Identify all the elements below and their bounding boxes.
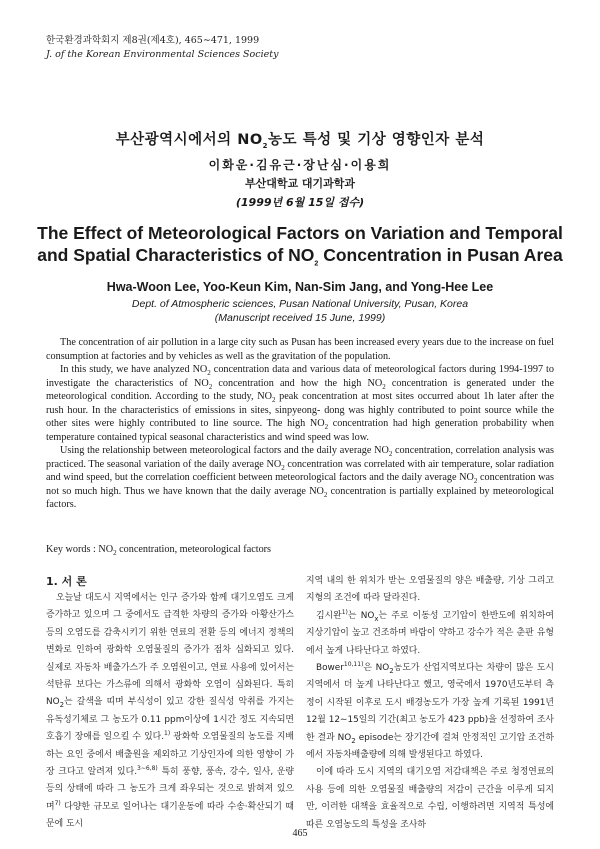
- abstract-paragraph-3: Using the relationship between meteorological factors and the daily average $NO_2$ concentration, correlation analysis was practiced. The seasonal variation of the daily average $NO_2$ concentration was correlated with air temperature, solar radiation and wind speed, but the correlation coefficient between meteorological factors and the daily average $NO_2$ concentration was not so much high. Thus we have known that the daily average $NO_2$ concentration is partially explained by meteorological factors.: [46, 445, 554, 510]
- abstract: [46, 336, 554, 512]
- journal-citation-ko: 한국환경과학회지 제8권(제4호), 465∼471, 1999: [46, 35, 260, 46]
- title-korean: 부산광역시에서의 $NO_2$농도 특성 및 기상 영향인자 분석: [115, 132, 485, 150]
- abstract-paragraph-2: In this study, we have analyzed $NO_2$ concentration data and various data of meteorological factors during 1994-1997 to investigate the characteristics of $NO_2$ concentration and how the high $NO_2$ concentration is generated under the meteorological condition. According to the study, $NO_2$ peak concentration at most sites occurred about 1h later after the rush hour. In the characteristics of emissions in sites, sinpyeong- dong was highly contributed to point source while the other sites were highly contributed to line source. The high $NO_2$ concentration had high generation probability when temperature contained typical seasonal characteristics and wind speed was low.: [46, 364, 555, 443]
- received-date-korean: (1999년 6월 15일 접수): [235, 196, 365, 209]
- title-english: The Effect of Meteorological Factors on Variation and Temporal and Spatial Characteristics of $NO_2$ Concentration in Pusan Area: [37, 223, 563, 268]
- affiliation-english: Dept. of Atmospheric sciences, Pusan National University, Pusan, Korea: [131, 298, 469, 310]
- intro-paragraph-1-cont: 지역 내의 한 위치가 받는 오염물질의 양은 배출량, 기상 그리고 지형의 조건에 따라 달라진다.: [306, 576, 554, 604]
- intro-paragraph-1: 오늘날 대도시 지역에서는 인구 증가와 함께 대기오염도 크게 증가하고 있으며 그 중에서도 급격한 차량의 증가와 아황산가스 등의 오염도를 감축시키기 위한 연료의 전환 등의 에너지 정책의 변화로 인하여 광화학 오염물질의 증가가 점차 심화되고 있다. 실제로 자동차 배출가스가 주 오염원이고, 연료 사용에 있어서는 석탄류 보다는 가스류에 의해서 광화학 오염이 심화된다. 특히 $NO_2$는 갈색을 띠며 부식성이 있고 강한 질식성 악취를 가지는 유독성기체로 그 농도가 0.11 ppm이상에 1시간 정도 지속되면 호흡기 장애를 일으킬 수 있다.$^{1)}$ 광화학 오염물질의 농도를 지배하는 요인 중에서 배출원을 제외하고 기상인자에 의한 영향이 가장 크다고 알려져 있다.$^{3\sim 6,8)}$ 특히 풍향, 풍속, 강수, 일사, 운량 등의 상태에 따라 그 농도가 크게 좌우되는 것으로 밝혀져 있으며$^{7)}$ 다양한 규모로 일어나는 대기운동에 따라 수송·확산되기 때문에 도시: [46, 593, 295, 830]
- abstract-paragraph-1: The concentration of air pollution in a large city such as Pusan has been increased every years due to the increase on fuel consumption at factories and by vehicles as well as the gravitation of the population.: [46, 337, 554, 362]
- intro-paragraph-4: 이에 따라 도시 지역의 대기오염 저감대책은 주로 청정연료의 사용 등에 의한 오염물질 배출량의 저감이 근간을 이루게 되지만, 이러한 대책을 효율적으로 수립, 이행하려면 지역적 특성에 따른 오염농도의 특성을 조사하: [306, 767, 554, 830]
- authors-english: Hwa-Woon Lee, Yoo-Keun Kim, Nan-Sim Jang, and Yong-Hee Lee: [106, 280, 494, 294]
- body-column-left: [46, 573, 294, 834]
- journal-name-en: J. of the Korean Environmental Sciences Society: [46, 49, 279, 60]
- affiliation-korean: 부산대학교 대기과학과: [244, 177, 356, 190]
- keywords: Key words : $NO_2$ concentration, meteorological factors: [46, 544, 272, 558]
- received-date-english: (Manuscript received 15 June, 1999): [214, 312, 386, 324]
- authors-korean: 이화운·김유근·장난심·이용희: [208, 158, 392, 172]
- journal-header: [46, 34, 278, 62]
- page-number: 465: [292, 828, 308, 839]
- intro-paragraph-2: 김시완$^{1)}$는 $NO_x$는 주로 이동성 고기압이 한반도에 위치하여 지상기압이 높고 건조하며 바람이 약하고 강수가 적은 춘판 유형에서 높게 나타난다고 하였다.: [306, 608, 554, 656]
- body-column-right: [306, 573, 554, 834]
- intro-paragraph-3: Bower$^{10,11)}$은 $NO_2$농도가 산업지역보다는 차량이 많은 도시지역에서 더 높게 나타난다고 했고, 영국에서 1970년도부터 측정이 시작된 이후로 도시 배경농도가 가장 높게 기록된 1991년 12월 12∼15일의 기간(최고 농도가 423 ppb)을 선정하여 조사한 결과 $NO_2$ episode는 장기간에 걸쳐 안정적인 고기압 조건하에서 자동차배출량에 의해 발생된다고 하였다.: [306, 661, 554, 761]
- section-heading-introduction: 1. 서 론: [46, 575, 87, 588]
